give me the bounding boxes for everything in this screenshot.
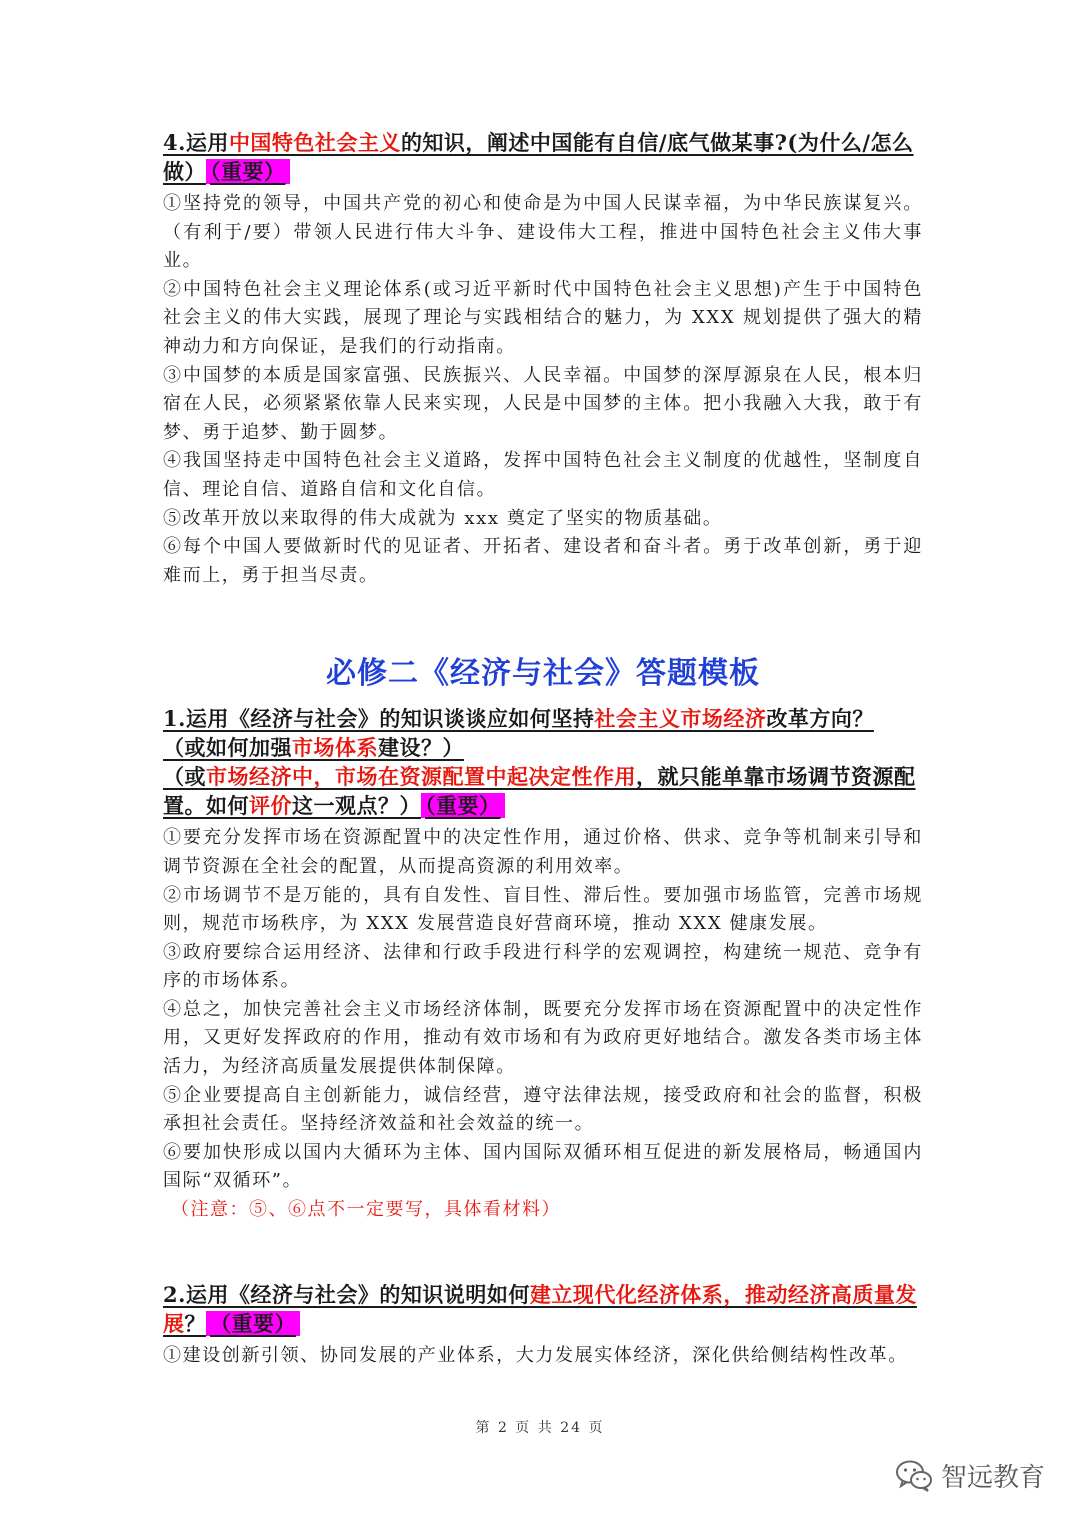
page-content [163,128,923,1371]
q4-title-rest: 的知识，阐述中国能有自信/底气做某事?(为什么/怎么做） [163,130,914,184]
q4-answer-6: ⑥每个中国人要做新时代的见证者、开拓者、建设者和奋斗者。勇于改革创新，勇于迎难而上，勇于担当尽责。 [163,536,923,586]
importance-tag: （重要） [206,159,290,184]
q1-line1-prefix: 1.运用《经济与社会》的知识谈谈应如何坚持 [163,706,595,732]
q2-suffix: ？ [184,1311,206,1337]
question-1-line-1 [163,704,923,733]
question-1-line-3 [163,762,923,820]
q1-line1-red: 社会主义市场经济 [594,706,767,732]
section-title: 必修二《经济与社会》答题模板 [326,656,760,692]
watermark-text: 智远教育 [941,1463,1046,1493]
q2-prefix: 2.运用《经济与社会》的知识说明如何 [163,1282,530,1308]
q1-answer-2: ②市场调节不是万能的，具有自发性、盲目性、滞后性。要加强市场监管，完善市场规则，规范市场秩序，为 XXX 发展营造良好营商环境，推动 XXX 健康发展。 [163,884,923,935]
q1-line3-red: 市场经济中，市场在资源配置中起决定性作用 [206,764,636,790]
q1-line3-suffix: 这一观点？） [292,793,421,819]
q1-line3-mid: ，就只能单靠市场调节资源配置。如何 [163,764,916,819]
q1-line3-red2: 评价 [249,793,292,819]
q1-line2-red: 市场体系 [292,735,378,761]
q1-line2-suffix: 建设？） [378,735,464,761]
watermark [895,1457,1045,1494]
q4-highlight-red: 中国特色社会主义 [228,130,401,155]
q1-line3-prefix: （或 [163,764,206,790]
q4-prefix: 4.运用 [163,130,229,155]
q1-line2-prefix: （或如何加强 [163,735,292,761]
q4-answer-4: ④我国坚持走中国特色社会主义道路，发挥中国特色社会主义制度的优越性，坚制度自信、理论自信、道路自信和文化自信。 [163,450,923,500]
q1-answer-3: ③政府要综合运用经济、法律和行政手段进行科学的宏观调控，构建统一规范、竞争有序的市场体系。 [163,941,923,992]
q1-answer-1: ①要充分发挥市场在资源配置中的决定性作用，通过价格、供求、竞争等机制来引导和调节资源在全社会的配置，从而提高资源的利用效率。 [163,827,923,877]
q4-answer-1: ①坚持党的领导，中国共产党的初心和使命是为中国人民谋幸福，为中华民族谋复兴。（有利于/要）带领人民进行伟大斗争、建设伟大工程，推进中国特色社会主义伟大事业。 [163,193,923,272]
q4-answer-2: ②中国特色社会主义理论体系(或习近平新时代中国特色社会主义思想)产生于中国特色社会主义的伟大实践，展现了理论与实践相结合的魅力，为 XXX 规划提供了强大的精神动力和方向保证，是我们的行动指南。 [163,278,923,357]
q1-answer-4: ④总之，加快完善社会主义市场经济体制，既要充分发挥市场在资源配置中的决定性作用，又更好发挥政府的作用，推动有效市场和有为政府更好地结合。激发各类市场主体活力，为经济高质量发展提供体制保障。 [163,998,923,1078]
importance-tag: （重要） [206,1311,300,1336]
question-4-title [163,128,923,186]
q2-red: 建立现代化经济体系，推动经济高质量发展 [163,1282,917,1337]
importance-tag: （重要） [421,793,505,818]
q1-note: （注意：⑤、⑥点不一定要写，具体看材料） [171,1199,561,1221]
question-1-line-2 [163,733,923,762]
wechat-icon [895,1459,933,1493]
page-footer: 第 2 页 共 24 页 [475,1420,605,1436]
question-2-title [163,1280,923,1338]
q4-answer-3: ③中国梦的本质是国家富强、民族振兴、人民幸福。中国梦的深厚源泉在人民，根本归宿在人民，必须紧紧依靠人民来实现，人民是中国梦的主体。把小我融入大我，敢于有梦、勇于追梦、勤于圆梦。 [163,364,923,443]
q4-answer-5: ⑤改革开放以来取得的伟大成就为 xxx 奠定了坚实的物质基础。 [163,507,723,529]
q1-answer-5: ⑤企业要提高自主创新能力，诚信经营，遵守法律法规，接受政府和社会的监督，积极承担社会责任。坚持经济效益和社会效益的统一。 [163,1084,923,1135]
q1-answer-6: ⑥要加快形成以国内大循环为主体、国内国际双循环相互促进的新发展格局，畅通国内国际“双循环”。 [163,1141,923,1192]
q1-line1-suffix: 改革方向？ [766,706,874,732]
q2-answer-1: ①建设创新引领、协同发展的产业体系，大力发展实体经济，深化供给侧结构性改革。 [163,1345,908,1367]
